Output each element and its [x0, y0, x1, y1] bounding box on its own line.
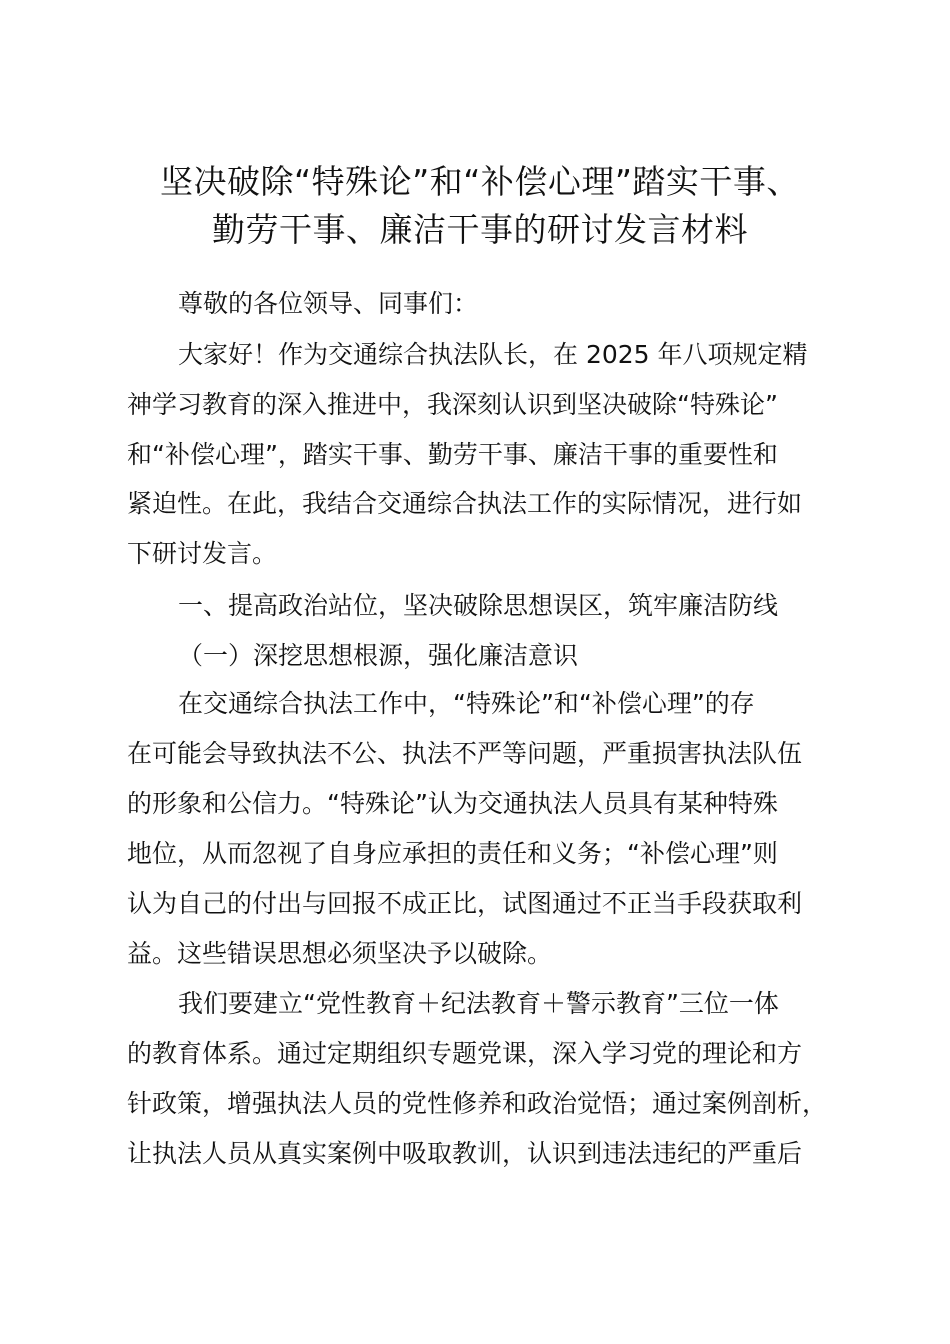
paragraph-line: 的教育体系。通过定期组织专题党课，深入学习党的理论和方 — [127, 1039, 803, 1068]
paragraph-line: 大家好！作为交通综合执法队长，在 2025 年八项规定精 — [178, 340, 808, 369]
paragraph-line: 我们要建立“党性教育＋纪法教育＋警示教育”三位一体 — [178, 989, 779, 1018]
paragraph-line: 和“补偿心理”，踏实干事、勤劳干事、廉洁干事的重要性和 — [127, 440, 778, 469]
paragraph-line: 益。这些错误思想必须坚决予以破除。 — [127, 939, 553, 968]
subsection-heading: （一）深挖思想根源，强化廉洁意识 — [178, 641, 579, 670]
paragraph-line: 下研讨发言。 — [127, 539, 278, 568]
paragraph-line: 紧迫性。在此，我结合交通综合执法工作的实际情况，进行如 — [127, 489, 803, 518]
paragraph-line: 地位，从而忽视了自身应承担的责任和义务；“补偿心理”则 — [127, 839, 778, 868]
section-heading: 一、提高政治站位，坚决破除思想误区，筑牢廉洁防线 — [178, 591, 779, 620]
salutation: 尊敬的各位领导、同事们： — [178, 289, 479, 318]
paragraph-line: 针政策，增强执法人员的党性修养和政治觉悟；通过案例剖析， — [127, 1089, 828, 1118]
paragraph-line: 认为自己的付出与回报不成正比，试图通过不正当手段获取利 — [127, 889, 803, 918]
paragraph-line: 在交通综合执法工作中，“特殊论”和“补偿心理”的存 — [178, 689, 755, 718]
document-title-line-1: 坚决破除“特殊论”和“补偿心理”踏实干事、 — [160, 162, 800, 201]
paragraph-line: 神学习教育的深入推进中，我深刻认识到坚决破除“特殊论” — [127, 390, 778, 419]
paragraph-line: 在可能会导致执法不公、执法不严等问题，严重损害执法队伍 — [127, 739, 803, 768]
paragraph-line: 的形象和公信力。“特殊论”认为交通执法人员具有某种特殊 — [127, 789, 778, 818]
document-title-line-2: 勤劳干事、廉洁干事的研讨发言材料 — [212, 210, 748, 249]
paragraph-line: 让执法人员从真实案例中吸取教训，认识到违法违纪的严重后 — [127, 1139, 803, 1168]
